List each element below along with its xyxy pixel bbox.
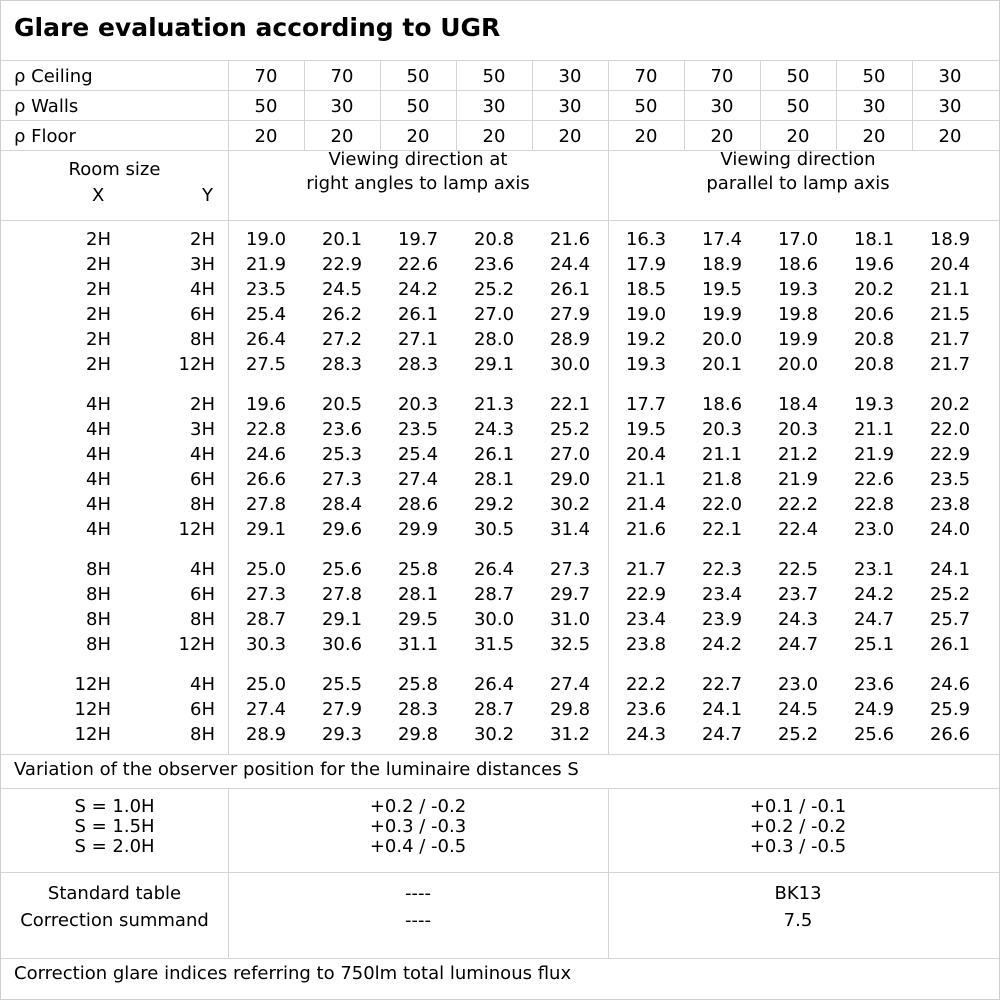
luminaire-distance: S = 1.5H	[74, 816, 155, 837]
ugr-value: 24.6	[245, 444, 287, 465]
ugr-value: 24.9	[853, 699, 895, 720]
ugr-value: 21.6	[549, 229, 591, 250]
ugr-value: 19.3	[853, 394, 895, 415]
ugr-value: 21.1	[853, 419, 895, 440]
reflectance-value: 20	[406, 126, 430, 147]
ugr-value: 30.2	[473, 724, 515, 745]
ugr-value: 21.3	[473, 394, 515, 415]
ugr-value: 21.1	[625, 469, 667, 490]
ugr-value: 19.6	[853, 254, 895, 275]
ugr-value: 26.4	[473, 559, 515, 580]
ugr-value: 20.8	[473, 229, 515, 250]
reflectance-value: 30	[938, 66, 962, 87]
ugr-value: 23.8	[929, 494, 971, 515]
ugr-value: 29.1	[321, 609, 363, 630]
ugr-value: 19.3	[625, 354, 667, 375]
ugr-value: 25.9	[929, 699, 971, 720]
reflectance-value: 70	[254, 66, 278, 87]
ugr-value: 20.3	[701, 419, 743, 440]
ugr-value: 24.7	[701, 724, 743, 745]
room-x-value: 8H	[86, 584, 111, 605]
ugr-value: 25.0	[245, 674, 287, 695]
ugr-value: 24.2	[397, 279, 439, 300]
reflectance-value: 20	[558, 126, 582, 147]
ugr-value: 31.2	[549, 724, 591, 745]
ugr-value: 31.5	[473, 634, 515, 655]
ugr-value: 22.6	[853, 469, 895, 490]
divider	[1, 958, 999, 959]
page-title: Glare evaluation according to UGR	[14, 13, 501, 42]
ugr-value: 23.6	[321, 419, 363, 440]
right-angles-variation: +0.2 / -0.2	[369, 796, 467, 817]
ugr-value: 19.8	[777, 304, 819, 325]
ugr-value: 24.7	[853, 609, 895, 630]
ugr-value: 20.8	[853, 329, 895, 350]
ugr-value: 24.5	[321, 279, 363, 300]
ugr-value: 29.2	[473, 494, 515, 515]
ugr-value: 21.7	[929, 329, 971, 350]
ugr-value: 30.0	[473, 609, 515, 630]
room-x-value: 8H	[86, 634, 111, 655]
reflectance-value: 50	[634, 96, 658, 117]
ugr-value: 22.8	[245, 419, 287, 440]
ugr-value: 24.1	[929, 559, 971, 580]
room-y-value: 4H	[190, 559, 215, 580]
ugr-value: 27.5	[245, 354, 287, 375]
ugr-value: 26.6	[245, 469, 287, 490]
room-y-value: 12H	[178, 634, 215, 655]
ugr-value: 29.8	[397, 724, 439, 745]
reflectance-label: ρ Floor	[14, 126, 76, 147]
room-x-value: 8H	[86, 559, 111, 580]
room-y-value: 3H	[190, 254, 215, 275]
ugr-value: 20.3	[777, 419, 819, 440]
ugr-value: 22.0	[929, 419, 971, 440]
room-y-value: 6H	[190, 304, 215, 325]
ugr-value: 29.5	[397, 609, 439, 630]
room-x-value: 2H	[86, 329, 111, 350]
ugr-value: 22.0	[701, 494, 743, 515]
ugr-value: 22.8	[853, 494, 895, 515]
ugr-value: 22.1	[701, 519, 743, 540]
ugr-value: 21.6	[625, 519, 667, 540]
reflectance-value: 30	[938, 96, 962, 117]
ugr-value: 22.6	[397, 254, 439, 275]
parallel-variation: +0.2 / -0.2	[749, 816, 847, 837]
ugr-value: 28.7	[473, 699, 515, 720]
ugr-value: 20.0	[777, 354, 819, 375]
divider	[1, 90, 999, 91]
room-y-value: 8H	[190, 494, 215, 515]
room-y-value: 2H	[190, 394, 215, 415]
ugr-value: 28.1	[473, 469, 515, 490]
ugr-value: 27.4	[245, 699, 287, 720]
ugr-value: 21.1	[929, 279, 971, 300]
reflectance-value: 30	[710, 96, 734, 117]
right-angles-variation: +0.4 / -0.5	[369, 836, 467, 857]
room-x-value: 4H	[86, 519, 111, 540]
ugr-value: 24.0	[929, 519, 971, 540]
ugr-value: 20.6	[853, 304, 895, 325]
ugr-value: 26.2	[321, 304, 363, 325]
footer-note: Correction glare indices referring to 750lm total luminous flux	[14, 963, 572, 984]
ugr-value: 18.9	[929, 229, 971, 250]
ugr-value: 29.8	[549, 699, 591, 720]
reflectance-value: 20	[330, 126, 354, 147]
reflectance-value: 30	[558, 66, 582, 87]
ugr-value: 28.3	[397, 699, 439, 720]
reflectance-value: 50	[254, 96, 278, 117]
ugr-value: 20.2	[929, 394, 971, 415]
ugr-value: 18.6	[701, 394, 743, 415]
room-x-value: 2H	[86, 304, 111, 325]
ugr-value: 31.1	[397, 634, 439, 655]
ugr-value: 32.5	[549, 634, 591, 655]
room-y-value: 8H	[190, 724, 215, 745]
room-y-value: 4H	[190, 444, 215, 465]
ugr-value: 28.3	[397, 354, 439, 375]
viewing-right-angles-line1: Viewing direction at	[328, 149, 508, 170]
parallel-standard-value: BK13	[774, 883, 822, 904]
ugr-value: 23.0	[853, 519, 895, 540]
ugr-value: 28.0	[473, 329, 515, 350]
ugr-value: 29.9	[397, 519, 439, 540]
ugr-value: 23.9	[701, 609, 743, 630]
ugr-value: 25.2	[777, 724, 819, 745]
ugr-value: 23.6	[473, 254, 515, 275]
ugr-value: 19.3	[777, 279, 819, 300]
ugr-value: 27.9	[321, 699, 363, 720]
ugr-value: 17.4	[701, 229, 743, 250]
room-y-value: 6H	[190, 584, 215, 605]
ugr-value: 25.2	[929, 584, 971, 605]
right-angles-correction-value: ----	[405, 910, 431, 931]
ugr-value: 26.6	[929, 724, 971, 745]
ugr-value: 22.2	[625, 674, 667, 695]
ugr-value: 17.0	[777, 229, 819, 250]
ugr-value: 25.1	[853, 634, 895, 655]
room-x-value: 4H	[86, 444, 111, 465]
reflectance-value: 70	[330, 66, 354, 87]
ugr-value: 25.6	[853, 724, 895, 745]
ugr-value: 26.4	[245, 329, 287, 350]
right-angles-variation: +0.3 / -0.3	[369, 816, 467, 837]
room-x-value: 12H	[74, 699, 111, 720]
ugr-value: 22.2	[777, 494, 819, 515]
ugr-value: 26.1	[549, 279, 591, 300]
room-y-value: 3H	[190, 419, 215, 440]
ugr-value: 20.3	[397, 394, 439, 415]
ugr-value: 17.9	[625, 254, 667, 275]
ugr-value: 21.9	[245, 254, 287, 275]
ugr-value: 22.5	[777, 559, 819, 580]
ugr-value: 27.8	[245, 494, 287, 515]
ugr-value: 21.7	[625, 559, 667, 580]
ugr-value: 25.3	[321, 444, 363, 465]
ugr-value: 28.3	[321, 354, 363, 375]
room-y-value: 6H	[190, 699, 215, 720]
ugr-value: 23.6	[853, 674, 895, 695]
ugr-value: 19.9	[701, 304, 743, 325]
ugr-value: 25.2	[549, 419, 591, 440]
parallel-correction-value: 7.5	[783, 910, 813, 931]
ugr-value: 24.1	[701, 699, 743, 720]
room-size-label: Room size	[68, 159, 161, 180]
room-y-value: 4H	[190, 674, 215, 695]
room-x-value: 2H	[86, 354, 111, 375]
ugr-value: 16.3	[625, 229, 667, 250]
ugr-value: 21.4	[625, 494, 667, 515]
ugr-value: 24.3	[777, 609, 819, 630]
ugr-value: 29.1	[473, 354, 515, 375]
room-x-value: 4H	[86, 494, 111, 515]
viewing-right-angles-line2: right angles to lamp axis	[306, 173, 530, 194]
ugr-value: 23.7	[777, 584, 819, 605]
ugr-value: 19.0	[625, 304, 667, 325]
room-y-value: 12H	[178, 354, 215, 375]
ugr-value: 19.5	[701, 279, 743, 300]
reflectance-value: 30	[330, 96, 354, 117]
ugr-value: 28.4	[321, 494, 363, 515]
ugr-value: 24.3	[625, 724, 667, 745]
room-x-value: 4H	[86, 469, 111, 490]
ugr-value: 23.4	[625, 609, 667, 630]
ugr-value: 22.1	[549, 394, 591, 415]
room-x-value: 2H	[86, 279, 111, 300]
ugr-value: 31.0	[549, 609, 591, 630]
ugr-value: 20.1	[321, 229, 363, 250]
room-size-x-label: X	[92, 185, 105, 206]
room-x-value: 12H	[74, 724, 111, 745]
ugr-value: 22.4	[777, 519, 819, 540]
reflectance-value: 70	[634, 66, 658, 87]
ugr-value: 25.2	[473, 279, 515, 300]
ugr-value: 25.4	[397, 444, 439, 465]
ugr-value: 19.5	[625, 419, 667, 440]
ugr-value: 27.9	[549, 304, 591, 325]
reflectance-value: 50	[786, 66, 810, 87]
ugr-value: 18.6	[777, 254, 819, 275]
luminaire-distance: S = 2.0H	[74, 836, 155, 857]
ugr-value: 21.2	[777, 444, 819, 465]
ugr-value: 25.0	[245, 559, 287, 580]
divider	[1, 788, 999, 789]
reflectance-value: 30	[558, 96, 582, 117]
ugr-value: 18.9	[701, 254, 743, 275]
reflectance-value: 30	[862, 96, 886, 117]
ugr-value: 23.8	[625, 634, 667, 655]
ugr-value: 25.6	[321, 559, 363, 580]
ugr-value: 25.5	[321, 674, 363, 695]
parallel-variation: +0.3 / -0.5	[749, 836, 847, 857]
reflectance-value: 20	[634, 126, 658, 147]
ugr-value: 26.1	[397, 304, 439, 325]
ugr-value: 26.1	[929, 634, 971, 655]
room-y-value: 8H	[190, 609, 215, 630]
room-y-value: 12H	[178, 519, 215, 540]
standard-table-label: Standard table	[47, 883, 182, 904]
ugr-value: 24.4	[549, 254, 591, 275]
reflectance-label: ρ Walls	[14, 96, 79, 117]
reflectance-value: 20	[482, 126, 506, 147]
divider	[1, 754, 999, 755]
ugr-value: 21.9	[777, 469, 819, 490]
ugr-value: 25.8	[397, 674, 439, 695]
ugr-value: 25.4	[245, 304, 287, 325]
ugr-value: 28.7	[245, 609, 287, 630]
reflectance-value: 50	[862, 66, 886, 87]
ugr-value: 20.1	[701, 354, 743, 375]
ugr-value: 23.5	[929, 469, 971, 490]
ugr-value: 19.9	[777, 329, 819, 350]
ugr-value: 27.1	[397, 329, 439, 350]
ugr-value: 24.6	[929, 674, 971, 695]
reflectance-value: 20	[938, 126, 962, 147]
ugr-value: 28.9	[245, 724, 287, 745]
ugr-value: 21.5	[929, 304, 971, 325]
variation-label: Variation of the observer position for the luminaire distances S	[14, 759, 579, 780]
room-x-value: 12H	[74, 674, 111, 695]
ugr-value: 23.1	[853, 559, 895, 580]
reflectance-value: 70	[710, 66, 734, 87]
ugr-value: 29.0	[549, 469, 591, 490]
correction-summand-label: Correction summand	[20, 910, 209, 931]
ugr-value: 21.1	[701, 444, 743, 465]
reflectance-value: 20	[254, 126, 278, 147]
room-y-value: 2H	[190, 229, 215, 250]
ugr-value: 26.1	[473, 444, 515, 465]
ugr-value: 27.0	[549, 444, 591, 465]
ugr-value: 27.4	[397, 469, 439, 490]
ugr-value: 21.7	[929, 354, 971, 375]
ugr-value: 18.5	[625, 279, 667, 300]
room-x-value: 2H	[86, 254, 111, 275]
parallel-variation: +0.1 / -0.1	[749, 796, 847, 817]
ugr-value: 20.0	[701, 329, 743, 350]
ugr-value: 27.8	[321, 584, 363, 605]
ugr-value: 28.1	[397, 584, 439, 605]
ugr-value: 24.3	[473, 419, 515, 440]
ugr-value: 20.5	[321, 394, 363, 415]
ugr-value: 25.8	[397, 559, 439, 580]
reflectance-value: 50	[786, 96, 810, 117]
right-angles-standard-value: ----	[405, 883, 431, 904]
ugr-value: 23.6	[625, 699, 667, 720]
ugr-value: 19.6	[245, 394, 287, 415]
divider	[1, 60, 999, 61]
ugr-value: 22.7	[701, 674, 743, 695]
ugr-value: 27.2	[321, 329, 363, 350]
divider	[1, 120, 999, 121]
ugr-value: 24.5	[777, 699, 819, 720]
ugr-value: 22.9	[625, 584, 667, 605]
room-size-y-label: Y	[202, 185, 213, 206]
reflectance-value: 20	[710, 126, 734, 147]
ugr-value: 27.3	[549, 559, 591, 580]
reflectance-value: 50	[406, 96, 430, 117]
room-x-value: 8H	[86, 609, 111, 630]
ugr-value: 30.6	[321, 634, 363, 655]
ugr-value: 19.2	[625, 329, 667, 350]
ugr-value: 23.5	[397, 419, 439, 440]
ugr-value: 27.3	[321, 469, 363, 490]
ugr-value: 24.2	[853, 584, 895, 605]
room-y-value: 6H	[190, 469, 215, 490]
ugr-value: 20.4	[929, 254, 971, 275]
ugr-value: 19.7	[397, 229, 439, 250]
reflectance-value: 50	[406, 66, 430, 87]
ugr-value: 26.4	[473, 674, 515, 695]
divider	[1, 872, 999, 873]
divider	[1, 220, 999, 221]
reflectance-value: 20	[786, 126, 810, 147]
room-x-value: 4H	[86, 394, 111, 415]
ugr-value: 22.9	[321, 254, 363, 275]
ugr-value: 25.7	[929, 609, 971, 630]
ugr-value: 22.9	[929, 444, 971, 465]
ugr-value: 20.2	[853, 279, 895, 300]
luminaire-distance: S = 1.0H	[74, 796, 155, 817]
ugr-value: 17.7	[625, 394, 667, 415]
ugr-value: 27.3	[245, 584, 287, 605]
ugr-value: 30.0	[549, 354, 591, 375]
room-y-value: 8H	[190, 329, 215, 350]
ugr-value: 20.8	[853, 354, 895, 375]
room-x-value: 2H	[86, 229, 111, 250]
ugr-value: 22.3	[701, 559, 743, 580]
room-x-value: 4H	[86, 419, 111, 440]
ugr-value: 21.9	[853, 444, 895, 465]
ugr-value: 19.0	[245, 229, 287, 250]
ugr-value: 29.1	[245, 519, 287, 540]
ugr-value: 24.7	[777, 634, 819, 655]
reflectance-value: 20	[862, 126, 886, 147]
ugr-value: 21.8	[701, 469, 743, 490]
viewing-parallel-line2: parallel to lamp axis	[706, 173, 890, 194]
ugr-value: 23.5	[245, 279, 287, 300]
ugr-value: 28.6	[397, 494, 439, 515]
ugr-value: 30.5	[473, 519, 515, 540]
ugr-value: 27.0	[473, 304, 515, 325]
ugr-value: 24.2	[701, 634, 743, 655]
reflectance-value: 50	[482, 66, 506, 87]
ugr-value: 27.4	[549, 674, 591, 695]
reflectance-value: 30	[482, 96, 506, 117]
ugr-value: 29.3	[321, 724, 363, 745]
ugr-value: 30.3	[245, 634, 287, 655]
viewing-parallel-line1: Viewing direction	[720, 149, 876, 170]
room-y-value: 4H	[190, 279, 215, 300]
ugr-value: 31.4	[549, 519, 591, 540]
ugr-value: 18.1	[853, 229, 895, 250]
ugr-value: 29.7	[549, 584, 591, 605]
ugr-value: 28.9	[549, 329, 591, 350]
ugr-value: 23.0	[777, 674, 819, 695]
ugr-value: 18.4	[777, 394, 819, 415]
ugr-value: 20.4	[625, 444, 667, 465]
reflectance-label: ρ Ceiling	[14, 66, 93, 87]
ugr-value: 28.7	[473, 584, 515, 605]
ugr-value: 29.6	[321, 519, 363, 540]
ugr-value: 23.4	[701, 584, 743, 605]
ugr-value: 30.2	[549, 494, 591, 515]
